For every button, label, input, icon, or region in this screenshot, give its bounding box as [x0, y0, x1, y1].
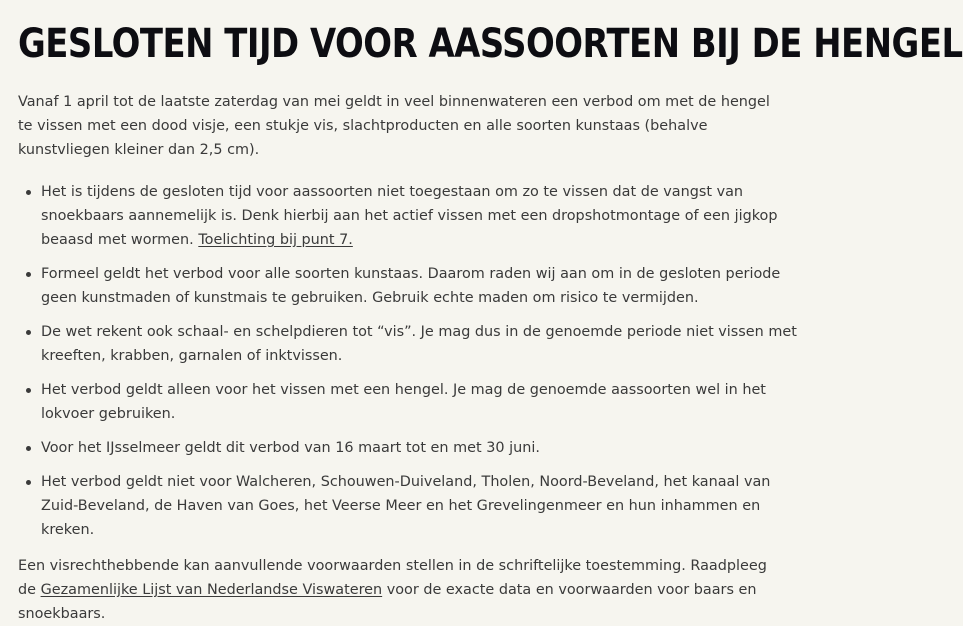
list-item-text: Het verbod geldt alleen voor het vissen met een hengel. Je mag de genoemde aassoorten wel in het lokvoer gebruiken.	[41, 382, 766, 422]
list-item	[41, 436, 805, 460]
list-item	[41, 262, 805, 310]
viswateren-lijst-link[interactable]: Gezamenlijke Lijst van Nederlandse Viswateren	[40, 582, 383, 598]
rules-list	[18, 180, 805, 552]
outro-text-before: Een visrechthebbende kan aanvullende voorwaarden stellen in de schriftelijke toestemming. Raadpleeg de	[18, 558, 767, 598]
toelichting-link[interactable]: Toelichting bij punt 7.	[198, 232, 353, 248]
list-item-text: Formeel geldt het verbod voor alle soorten kunstaas. Daarom raden wij aan om in de gesloten periode geen kunstmaden of kunstmais te gebruiken. Gebruik echte maden om risico te vermijden.	[41, 266, 781, 306]
outro-paragraph	[18, 554, 782, 626]
list-item-text: Het is tijdens de gesloten tijd voor aassoorten niet toegestaan om zo te vissen dat de vangst van snoekbaars aannemelijk is. Denk hierbij aan het actief vissen met een dropshotmontage of een jigkop beaasd met wormen.	[41, 184, 778, 248]
list-item	[41, 470, 805, 542]
list-item	[41, 180, 805, 252]
intro-paragraph: Vanaf 1 april tot de laatste zaterdag van mei geldt in veel binnenwateren een verbod om met de hengel te vissen met een dood visje, een stukje vis, slachtproducten en alle soorten kunstaas (behalve kunstvliegen kleiner dan 2,5 cm).	[18, 94, 770, 158]
page-title: GESLOTEN TIJD VOOR AASSOORTEN BIJ DE HENGEL	[18, 21, 963, 67]
list-item	[41, 378, 805, 426]
list-item-text: Het verbod geldt niet voor Walcheren, Schouwen-Duiveland, Tholen, Noord-Beveland, het kanaal van Zuid-Beveland, de Haven van Goes, het Veerse Meer en het Grevelingenmeer en hun inhammen en kreken.	[41, 474, 771, 538]
list-item	[41, 320, 805, 368]
list-item-text: Voor het IJsselmeer geldt dit verbod van 16 maart tot en met 30 juni.	[41, 440, 540, 456]
outro-text-after: voor de exacte data en voorwaarden voor baars en snoekbaars.	[18, 582, 757, 622]
list-item-text: De wet rekent ook schaal- en schelpdieren tot “vis”. Je mag dus in de genoemde periode niet vissen met kreeften, krabben, garnalen of inktvissen.	[41, 324, 797, 364]
